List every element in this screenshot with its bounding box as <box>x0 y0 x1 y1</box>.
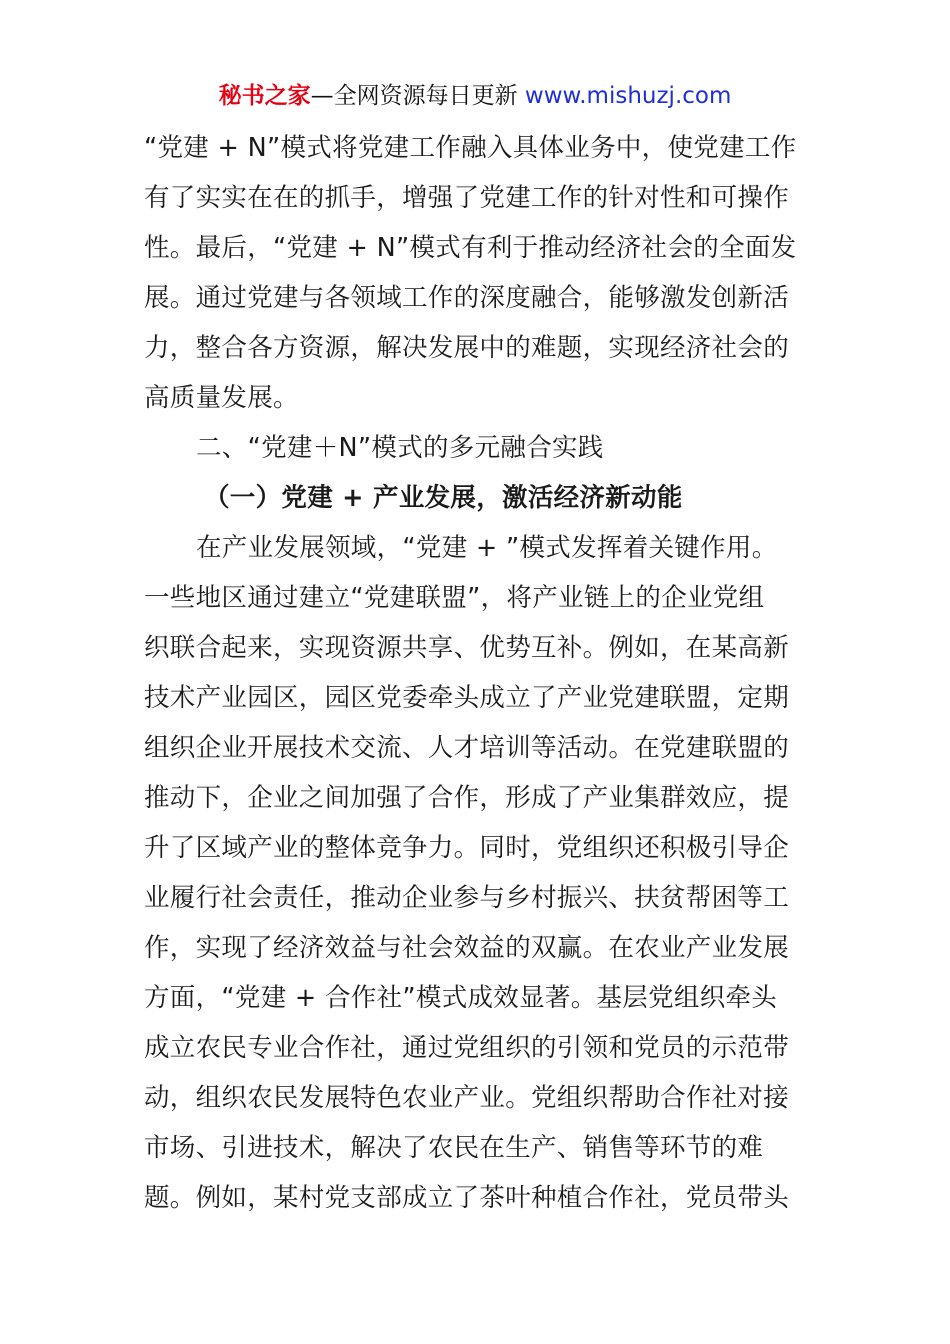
body-line: 业履行社会责任，推动企业参与乡村振兴、扶贫帮困等工 <box>144 883 790 913</box>
header-site-link[interactable]: www.mishuzj.com <box>524 83 732 109</box>
body-line: 成立农民专业合作社，通过党组织的引领和党员的示范带 <box>144 1033 790 1063</box>
page-header <box>0 80 950 112</box>
body-line: 方面，“党建 + 合作社”模式成效显著。基层党组织牵头 <box>144 983 778 1013</box>
section-heading: 二、“党建＋N”模式的多元融合实践 <box>196 433 604 463</box>
body-line: 市场、引进技术，解决了农民在生产、销售等环节的难 <box>144 1133 764 1163</box>
subsection-heading: （一）党建 + 产业发展，激活经济新动能 <box>204 483 683 513</box>
body-line: 在产业发展领域，“党建 + ”模式发挥着关键作用。 <box>196 533 778 563</box>
body-line: 题。例如，某村党支部成立了茶叶种植合作社，党员带头 <box>144 1183 790 1213</box>
body-line: 性。最后，“党建 + N”模式有利于推动经济社会的全面发 <box>144 233 797 263</box>
body-line: 动，组织农民发展特色农业产业。党组织帮助合作社对接 <box>144 1083 790 1113</box>
body-line: 有了实实在在的抓手，增强了党建工作的针对性和可操作 <box>144 183 790 213</box>
body-line: 技术产业园区，园区党委牵头成立了产业党建联盟，定期 <box>144 683 790 713</box>
header-brand: 秘书之家 <box>218 83 311 109</box>
body-line: 高质量发展。 <box>144 383 299 413</box>
body-line: 织联合起来，实现资源共享、优势互补。例如，在某高新 <box>144 633 790 663</box>
body-line: 一些地区通过建立“党建联盟”，将产业链上的企业党组 <box>144 583 765 613</box>
document-body <box>144 123 812 1223</box>
body-line: “党建 + N”模式将党建工作融入具体业务中，使党建工作 <box>144 133 797 163</box>
body-line: 力，整合各方资源，解决发展中的难题，实现经济社会的 <box>144 333 790 363</box>
body-line: 展。通过党建与各领域工作的深度融合，能够激发创新活 <box>144 283 790 313</box>
body-line: 作，实现了经济效益与社会效益的双赢。在农业产业发展 <box>144 933 790 963</box>
body-line: 升了区域产业的整体竞争力。同时，党组织还积极引导企 <box>144 833 790 863</box>
body-line: 组织企业开展技术交流、人才培训等活动。在党建联盟的 <box>144 733 790 763</box>
header-tagline: —全网资源每日更新 <box>310 83 525 109</box>
body-line: 推动下，企业之间加强了合作，形成了产业集群效应，提 <box>144 783 790 813</box>
